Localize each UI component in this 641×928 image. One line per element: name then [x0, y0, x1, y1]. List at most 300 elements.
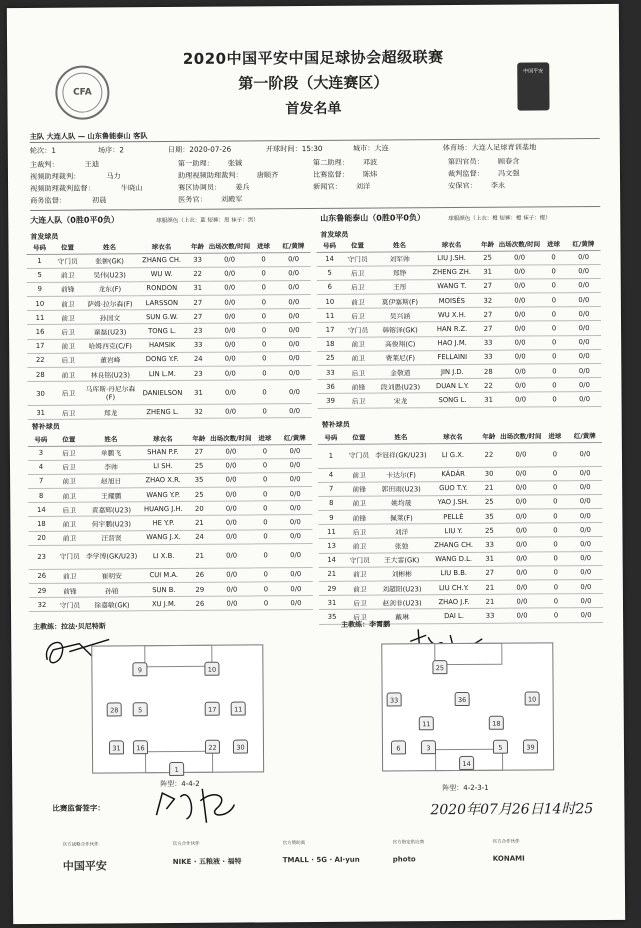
cell: 0/0 — [277, 252, 311, 266]
cell: 0/0 — [209, 366, 251, 380]
cell: 0 — [251, 252, 277, 266]
kickoff-info: 开球时间：15:30 — [265, 143, 323, 154]
cell: 0 — [251, 380, 277, 404]
cell: 1 — [27, 254, 53, 268]
cell: 0/0 — [278, 472, 312, 486]
cell: 龙东(F) — [83, 282, 137, 297]
cell: 32 — [477, 293, 499, 307]
official-0-0: 主裁判： 王迪 — [29, 159, 100, 169]
cell: 21 — [479, 580, 501, 594]
away-subs-table — [318, 430, 603, 625]
title-league: 2020中国平安中国足球协会超级联赛 — [182, 48, 444, 68]
cell: SHAN P.F. — [138, 445, 188, 460]
cell: 0 — [252, 515, 278, 529]
table-row — [29, 543, 313, 569]
cell: 32 — [188, 404, 210, 418]
cell: 10 — [27, 296, 53, 310]
cell: 0 — [541, 307, 567, 321]
cell: 0 — [253, 582, 279, 596]
cell: 姚均晟 — [374, 496, 428, 511]
column-header: 出场次数/时间 — [208, 240, 250, 252]
home-kit: 球服颜色（上衣：蓝 短裤：黑 袜子：黑） — [156, 217, 259, 225]
cell: LI SH. — [138, 459, 188, 474]
cell: 0/0 — [500, 509, 542, 523]
cell: 0/0 — [210, 487, 252, 501]
cell: 25 — [188, 487, 210, 501]
cell: 21 — [319, 567, 345, 581]
cell: 0/0 — [500, 466, 542, 480]
cell: 0 — [252, 529, 278, 543]
cell: 前卫 — [54, 474, 84, 488]
cell: 31 — [478, 393, 500, 407]
cell: 徐嘉敏(GK) — [85, 597, 139, 612]
cell: 0/0 — [569, 537, 603, 551]
cell: 哈姆西克(C/F) — [83, 338, 137, 353]
cell: 后卫 — [53, 353, 83, 367]
cell: 前卫 — [343, 294, 373, 308]
cell: 0/0 — [210, 501, 252, 515]
cell: 0/0 — [501, 566, 543, 580]
cell: 前卫 — [53, 367, 83, 381]
column-header: 姓名 — [82, 241, 136, 253]
cell: 21 — [188, 516, 210, 530]
cell: 后卫 — [345, 595, 375, 609]
cell: 25 — [477, 251, 499, 265]
official-0-3: 第四官员： 顾春含 — [447, 156, 520, 167]
cell: 0/0 — [209, 380, 251, 404]
cell: 张翀(GK) — [83, 253, 137, 268]
cell: 14 — [28, 503, 54, 517]
cell: 0/0 — [501, 580, 543, 594]
sponsor-logo: KONAMI — [492, 854, 525, 863]
cell: 26 — [189, 596, 211, 610]
cell: 4 — [28, 460, 54, 474]
cell: 14 — [319, 553, 345, 567]
column-header: 年龄 — [188, 433, 210, 445]
cell: 0 — [542, 392, 568, 406]
cell: 0/0 — [501, 594, 543, 608]
cell: 0/0 — [210, 530, 252, 544]
home-away-line: 主队 大连人队 — 山东鲁能泰山 客队 — [29, 131, 148, 141]
cell: 郑龙 — [84, 405, 138, 420]
cell: 前卫 — [345, 567, 375, 581]
cell: 33 — [479, 609, 501, 623]
cell: 0/0 — [211, 544, 253, 568]
cell: 0/0 — [567, 307, 601, 321]
player-shirt: 36 — [455, 692, 470, 706]
official-0-1: 第一助理： 张铖 — [177, 158, 243, 168]
column-header: 进球 — [542, 430, 568, 442]
cell: 0/0 — [568, 509, 602, 523]
cell: 8 — [318, 496, 344, 510]
cell: WANG Y.P. — [138, 487, 188, 502]
cell: 20 — [188, 501, 210, 515]
cell: SUN B. — [139, 582, 189, 597]
cell: 0 — [542, 495, 568, 509]
home-formation: 阵型：4-4-2 — [160, 779, 200, 789]
sponsor-logo: 中国平安 — [62, 859, 107, 873]
column-header: 球衣名 — [428, 431, 478, 443]
sponsor-logo: photo — [392, 855, 416, 864]
cell: ZHAO X.R. — [138, 473, 188, 488]
cell: 7 — [28, 474, 54, 488]
cell: 单鹏飞 — [84, 445, 138, 460]
cell: 0 — [252, 444, 278, 458]
cell: 0/0 — [278, 458, 312, 472]
cell: 王彤 — [373, 280, 427, 295]
cell: 0/0 — [278, 515, 312, 529]
cell: 0/0 — [209, 252, 251, 266]
cell: 后卫 — [343, 266, 373, 280]
cell: WANG T. — [427, 279, 477, 294]
cell: 25 — [317, 351, 343, 365]
cell: 吴伟(U23) — [83, 267, 137, 282]
cell: 0/0 — [278, 501, 312, 515]
cell: 0/0 — [277, 309, 311, 323]
player-shirt: 11 — [231, 701, 246, 715]
cell: 0 — [543, 608, 569, 622]
cell: 0/0 — [567, 250, 601, 264]
cell: 9 — [318, 510, 344, 524]
cell: 前卫 — [345, 539, 375, 553]
cell: 17 — [27, 339, 53, 353]
cell: 0/0 — [210, 444, 252, 458]
cell: 18 — [317, 337, 343, 351]
cell: 31 — [187, 380, 209, 404]
cell: 29 — [319, 581, 345, 595]
cell: 27 — [479, 566, 501, 580]
away-team-head: 山东鲁能泰山（0胜0平0负） — [320, 213, 426, 223]
cell: WU X.H. — [427, 308, 477, 323]
cell: 前锋 — [53, 282, 83, 296]
cell: HAN R.Z. — [427, 322, 477, 337]
cell: 22 — [187, 267, 209, 281]
cell: 段刘愚(U23) — [373, 379, 427, 394]
cell: 24 — [188, 530, 210, 544]
column-header: 号码 — [316, 240, 342, 252]
column-header: 红/黄牌 — [568, 430, 602, 442]
cell: 守门员 — [343, 252, 373, 266]
table-row — [27, 380, 311, 406]
cell: 0/0 — [277, 295, 311, 309]
column-header: 位置 — [54, 434, 84, 446]
cell: LI G.X. — [428, 443, 478, 467]
cell: 0 — [541, 321, 567, 335]
column-header: 位置 — [342, 240, 372, 252]
column-header: 号码 — [26, 242, 52, 254]
cell: 0 — [251, 366, 277, 380]
cell: GUO T.Y. — [428, 481, 478, 496]
cell: 宋龙 — [374, 393, 428, 408]
cell: ZHAO J.F. — [429, 595, 479, 610]
cell: 11 — [317, 309, 343, 323]
sponsor-caption: 官方合作伙伴 — [172, 841, 200, 848]
cell: 26 — [29, 569, 55, 583]
cell: 0/0 — [499, 378, 541, 392]
cell: 0/0 — [209, 338, 251, 352]
cell: 0/0 — [569, 594, 603, 608]
round-info: 轮次：1 — [29, 145, 56, 155]
cell: 王大雷(GK) — [375, 552, 429, 567]
cell: 0/0 — [499, 350, 541, 364]
cell: 32 — [29, 598, 55, 612]
column-header: 进球 — [252, 432, 278, 444]
away-subs-label: 替补球员 — [321, 420, 350, 429]
away-starters-label: 首发球员 — [320, 230, 349, 239]
cell: HUANG J.H. — [138, 502, 188, 517]
cell: 高俊翔(C) — [373, 336, 427, 351]
cell: 31 — [187, 281, 209, 295]
cell: 35 — [478, 509, 500, 523]
cell: 0/0 — [567, 264, 601, 278]
away-formation-pitch — [381, 642, 554, 771]
column-header: 位置 — [344, 432, 374, 444]
cell: 0/0 — [278, 404, 312, 418]
cell: 0/0 — [567, 364, 601, 378]
cell: 0/0 — [567, 293, 601, 307]
cell: 31 — [319, 595, 345, 609]
cell: 0 — [542, 442, 568, 466]
cell: WANG D.L. — [429, 552, 479, 567]
cell: 后卫 — [343, 280, 373, 294]
stadium-info: 体育场：大连人足球青训基地 — [442, 142, 537, 153]
cell: 21 — [189, 544, 211, 568]
column-header: 年龄 — [476, 239, 498, 251]
cell: 后卫 — [343, 308, 373, 322]
column-header: 出场次数/时间 — [500, 430, 542, 442]
player-shirt: 5 — [493, 740, 508, 754]
cell: 27 — [187, 309, 209, 323]
cell: 前卫 — [53, 296, 83, 310]
cell: 4 — [318, 468, 344, 482]
cell: 21 — [478, 481, 500, 495]
cell: 0/0 — [278, 529, 312, 543]
cell: ZHANG CH. — [137, 253, 187, 268]
cell: 0 — [251, 281, 277, 295]
player-shirt: 10 — [525, 691, 540, 705]
cell: 0/0 — [210, 404, 252, 418]
cell: 0/0 — [279, 543, 313, 567]
cell: 33 — [477, 336, 499, 350]
cell: 卡达尔(F) — [374, 467, 428, 482]
cell: LI X.B. — [139, 544, 189, 568]
sponsor-caption: 官方战略合作伙伴 — [62, 842, 99, 848]
cell: 前卫 — [54, 517, 84, 531]
column-header: 号码 — [318, 432, 344, 444]
cell: 17 — [317, 323, 343, 337]
cell: 0 — [253, 596, 279, 610]
cell: 0 — [252, 487, 278, 501]
column-header: 号码 — [28, 434, 54, 446]
cell: 0/0 — [277, 280, 311, 294]
away-formation: 阵型：4-2-3-1 — [442, 783, 489, 793]
cell: 0 — [252, 458, 278, 472]
player-shirt: 33 — [387, 692, 402, 706]
cell: 0/0 — [501, 537, 543, 551]
cell: 0 — [541, 279, 567, 293]
cell: 0/0 — [209, 281, 251, 295]
cell: 16 — [27, 325, 53, 339]
cell: 张弛 — [375, 538, 429, 553]
home-starters-table — [26, 240, 311, 420]
away-kit: 球服颜色（上衣：橙 短裤：橙 袜子：橙） — [448, 215, 551, 223]
player-shirt: 10 — [204, 662, 219, 676]
cell: 孙国文 — [83, 310, 137, 325]
sponsor-caption: 官方指定供应商 — [392, 840, 425, 846]
cell: SUN G.W. — [137, 310, 187, 325]
cell: 35 — [319, 610, 345, 624]
cell: 黄嘉辉(U23) — [84, 502, 138, 517]
cell: 0/0 — [568, 466, 602, 480]
home-subs-table — [28, 432, 313, 612]
cell: 33 — [187, 338, 209, 352]
cell: 后卫 — [344, 393, 374, 407]
supervisor-signature — [150, 779, 240, 830]
cell: 0 — [253, 544, 279, 568]
cell: 0/0 — [209, 295, 251, 309]
cell: 0 — [251, 337, 277, 351]
table-row — [29, 596, 313, 612]
cell: 23 — [187, 324, 209, 338]
cell: 33 — [187, 253, 209, 267]
cell: XU J.M. — [139, 597, 189, 612]
cell: 守门员 — [55, 545, 85, 569]
cell: 0 — [541, 293, 567, 307]
cell: 马库斯·丹尼尔森(F) — [83, 381, 137, 405]
column-header: 出场次数/时间 — [498, 238, 540, 250]
cell: 吴兴涵 — [373, 308, 427, 323]
cell: 前锋 — [344, 510, 374, 524]
cell: 0 — [541, 250, 567, 264]
cell: 0/0 — [567, 321, 601, 335]
cell: DANIELSON — [137, 381, 187, 405]
column-header: 年龄 — [478, 431, 500, 443]
cell: WU W. — [137, 267, 187, 282]
cell: 0 — [541, 335, 567, 349]
column-header: 姓名 — [372, 239, 426, 251]
cell: 刘军帅 — [373, 251, 427, 266]
table-row — [318, 442, 602, 468]
cell: KÁDÁR — [428, 467, 478, 482]
cell: 0 — [541, 350, 567, 364]
lineup-sheet — [7, 4, 625, 924]
cell: 0/0 — [567, 378, 601, 392]
cell: 郭田雨(U23) — [374, 481, 428, 496]
cell: 0/0 — [499, 250, 541, 264]
cell: 0/0 — [277, 366, 311, 380]
official-1-1: 助理视频助理裁判： 唐顺齐 — [177, 170, 279, 180]
official-1-2: 比赛监督： 陈炜 — [312, 169, 378, 180]
cell: 31 — [477, 265, 499, 279]
cell: 0/0 — [500, 481, 542, 495]
player-shirt: 14 — [459, 756, 474, 770]
field-info: 场序：2 — [97, 145, 124, 155]
cell: 前卫 — [54, 531, 84, 545]
cell: 赵剑非(U23) — [375, 595, 429, 610]
cell: 25 — [188, 459, 210, 473]
table-row — [28, 404, 312, 420]
city-info: 城市：大连 — [352, 143, 389, 153]
cell: 0 — [252, 501, 278, 515]
cell: 崔明安 — [85, 569, 139, 584]
cell: 0/0 — [568, 523, 602, 537]
cell: 0 — [251, 266, 277, 280]
official-2-0: 视频助理裁判监督： 牛晓山 — [30, 183, 143, 193]
cell: 后卫 — [53, 381, 83, 405]
cell: 0/0 — [569, 580, 603, 594]
cell: 22 — [478, 443, 500, 467]
player-shirt: 5 — [133, 702, 148, 716]
cell: 1 — [318, 444, 344, 468]
cell: 0/0 — [277, 380, 311, 404]
cell: 0/0 — [499, 279, 541, 293]
player-shirt: 3 — [421, 740, 436, 754]
cell: RONDON — [137, 281, 187, 296]
sponsor-caption: 官方合作伙伴 — [492, 839, 520, 845]
cell: 董岩峰 — [83, 353, 137, 368]
cell: LIU CH.Y. — [429, 580, 479, 595]
cell: 孙铂 — [85, 583, 139, 598]
column-header: 姓名 — [374, 431, 428, 443]
official-3-0: 商务监督： 初晨 — [30, 195, 107, 205]
cell: 22 — [477, 378, 499, 392]
cell: 0/0 — [279, 596, 313, 610]
cell: 14 — [317, 252, 343, 266]
cell: SONG L. — [428, 393, 478, 408]
cell: 33 — [479, 538, 501, 552]
cell: 后卫 — [53, 325, 83, 339]
cell: 0 — [251, 295, 277, 309]
cell: HAMSIK — [137, 338, 187, 353]
cell: 林良铭(U23) — [83, 367, 137, 382]
player-shirt: 18 — [489, 716, 504, 730]
official-0-2: 第二助理： 邓波 — [312, 157, 378, 168]
cell: 何宇鹏(U23) — [84, 516, 138, 531]
column-header: 位置 — [52, 242, 82, 254]
cell: 0/0 — [278, 444, 312, 458]
cell: 0 — [543, 537, 569, 551]
cell: 0/0 — [569, 551, 603, 565]
away-coach: 主教练：李霄鹏 — [341, 620, 391, 629]
cell: 0 — [252, 473, 278, 487]
player-shirt: 30 — [233, 739, 248, 753]
cell: 0/0 — [568, 480, 602, 494]
cell: 0 — [251, 352, 277, 366]
player-shirt: 25 — [432, 660, 447, 674]
cell: 0/0 — [499, 293, 541, 307]
official-2-1: 赛区协调员： 姜兵 — [178, 182, 250, 192]
cell: 0/0 — [277, 351, 311, 365]
column-header: 姓名 — [84, 433, 138, 445]
cell: 汪晋贤 — [84, 530, 138, 545]
cell: 0 — [541, 364, 567, 378]
cell: PELLÈ — [428, 509, 478, 524]
cell: 0/0 — [568, 392, 602, 406]
cell: 25 — [478, 523, 500, 537]
cell: 前卫 — [53, 310, 83, 324]
column-header: 红/黄牌 — [278, 432, 312, 444]
cell: 前卫 — [345, 581, 375, 595]
cell: MOISÉS — [427, 293, 477, 308]
cell: LIN L.M. — [137, 366, 187, 381]
cell: 0 — [252, 404, 278, 418]
cell: FELLAINI — [427, 350, 477, 365]
cell: 33 — [317, 365, 343, 379]
cell: 0/0 — [210, 459, 252, 473]
column-header: 球衣名 — [136, 241, 186, 253]
cell: 0/0 — [499, 307, 541, 321]
cell: 0 — [541, 378, 567, 392]
